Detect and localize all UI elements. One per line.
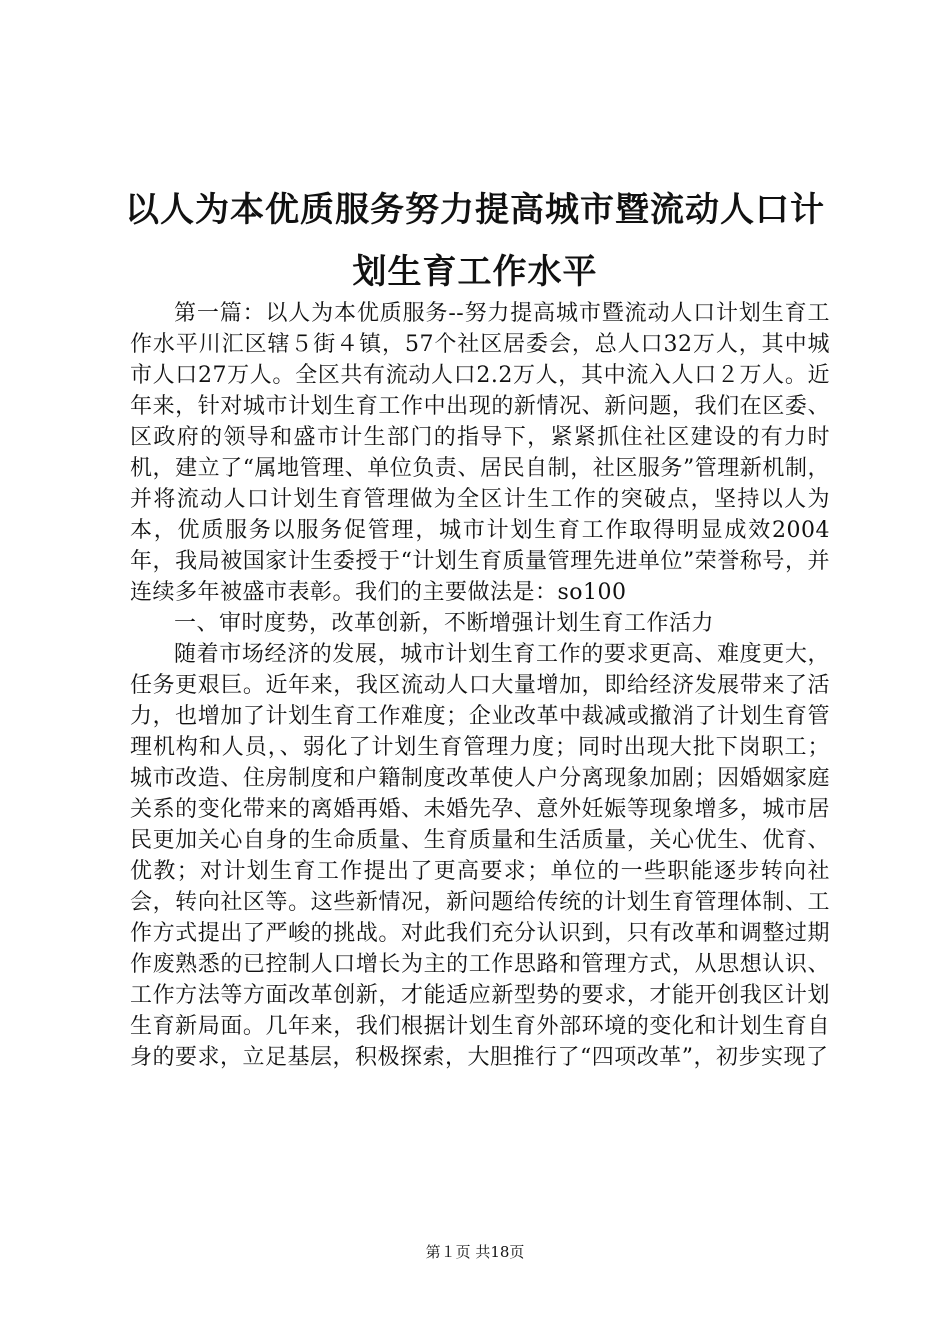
page-number-footer: 第１页 共18页 — [425, 1243, 525, 1261]
document-body — [130, 298, 830, 1073]
paragraph-intro: 第一篇：以人为本优质服务--努力提高城市暨流动人口计划生育工作水平川汇区辖５街４镇，57个社区居委会，总人口32万人，其中城市人口27万人。全区共有流动人口2.2万人，其中流入人口２万人。近年来，针对城市计划生育工作中出现的新情况、新问题，我们在区委、区政府的领导和盛市计生部门的指导下，紧紧抓住社区建设的有力时机，建立了“属地管理、单位负责、居民自制，社区服务”管理新机制，并将流动人口计划生育管理做为全区计生工作的突破点，坚持以人为本，优质服务以服务促管理，城市计划生育工作取得明显成效2004年，我局被国家计生委授于“计划生育质量管理先进单位”荣誉称号，并连续多年被盛市表彰。我们的主要做法是：so100 — [130, 301, 830, 605]
paragraph-section-1: 随着市场经济的发展，城市计划生育工作的要求更高、难度更大，任务更艰巨。近年来，我区流动人口大量增加，即给经济发展带来了活力，也增加了计划生育工作难度；企业改革中裁减或撤消了计划生育管理机构和人员，、弱化了计划生育管理力度；同时出现大批下岗职工；城市改造、住房制度和户籍制度改革使人户分离现象加剧；因婚姻家庭关系的变化带来的离婚再婚、未婚先孕、意外妊娠等现象增多，城市居民更加关心自身的生命质量、生育质量和生活质量，关心优生、优育、优教；对计划生育工作提出了更高要求；单位的一些职能逐步转向社会，转向社区等。这些新情况，新问题给传统的计划生育管理体制、工作方式提出了严峻的挑战。对此我们充分认识到，只有改革和调整过期作废熟悉的已控制人口增长为主的工作思路和管理方式，从思想认识、工作方法等方面改革创新，才能适应新型势的要求，才能开创我区计划生育新局面。几年来，我们根据计划生育外部环境的变化和计划生育自身的要求，立足基层，积极探索，大胆推行了“四项改革”，初步实现了 — [130, 642, 830, 1070]
document-title-line-1: 以人为本优质服务努力提高城市暨流动人口计 — [125, 190, 825, 230]
section-heading-1: 一、审时度势，改革创新，不断增强计划生育工作活力 — [174, 611, 715, 636]
document-title-line-2: 划生育工作水平 — [352, 252, 598, 292]
